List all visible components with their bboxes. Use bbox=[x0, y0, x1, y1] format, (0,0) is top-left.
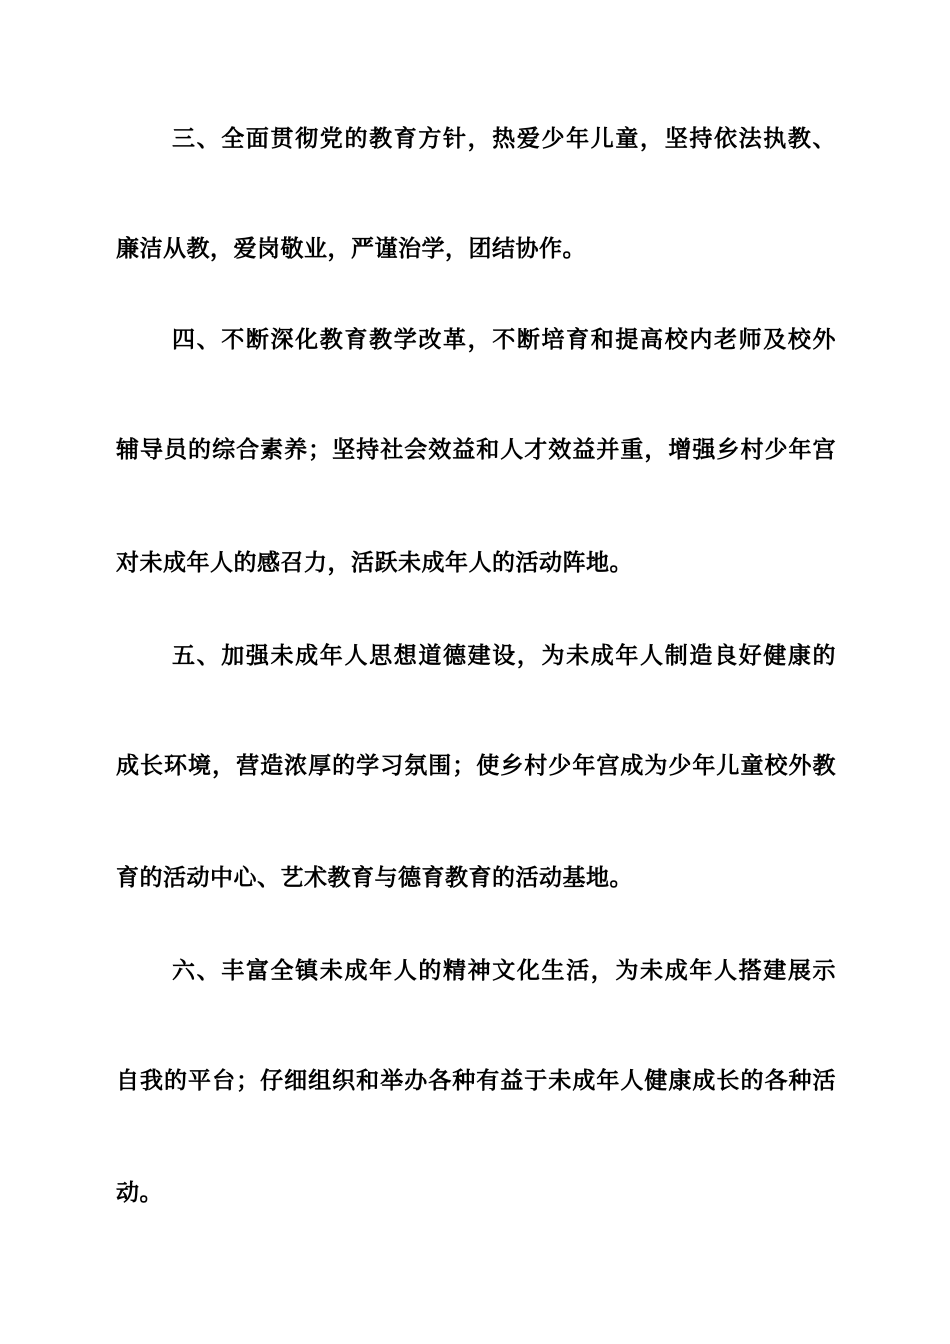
paragraph-line: 四、不断深化教育教学改革，不断培育和提高校内老师及校外 bbox=[172, 326, 836, 353]
paragraph-line: 廉洁从教，爱岗敬业，严谨治学，团结协作。 bbox=[116, 235, 586, 262]
paragraph-line: 成长环境，营造浓厚的学习氛围；使乡村少年宫成为少年儿童校外教 bbox=[116, 752, 836, 779]
paragraph-line: 三、全面贯彻党的教育方针，热爱少年儿童，坚持依法执教、 bbox=[172, 125, 836, 152]
paragraph-line: 自我的平台；仔细组织和举办各种有益于未成年人健康成长的各种活 bbox=[116, 1067, 836, 1094]
paragraph-line: 五、加强未成年人思想道德建设，为未成年人制造良好健康的 bbox=[172, 642, 836, 669]
paragraph-line: 辅导员的综合素养；坚持社会效益和人才效益并重，增强乡村少年宫 bbox=[116, 436, 836, 463]
paragraph-line: 动。 bbox=[116, 1179, 163, 1206]
paragraph-line: 育的活动中心、艺术教育与德育教育的活动基地。 bbox=[116, 864, 633, 891]
paragraph-line: 六、丰富全镇未成年人的精神文化生活，为未成年人搭建展示 bbox=[172, 957, 836, 984]
paragraph-line: 对未成年人的感召力，活跃未成年人的活动阵地。 bbox=[116, 549, 633, 576]
